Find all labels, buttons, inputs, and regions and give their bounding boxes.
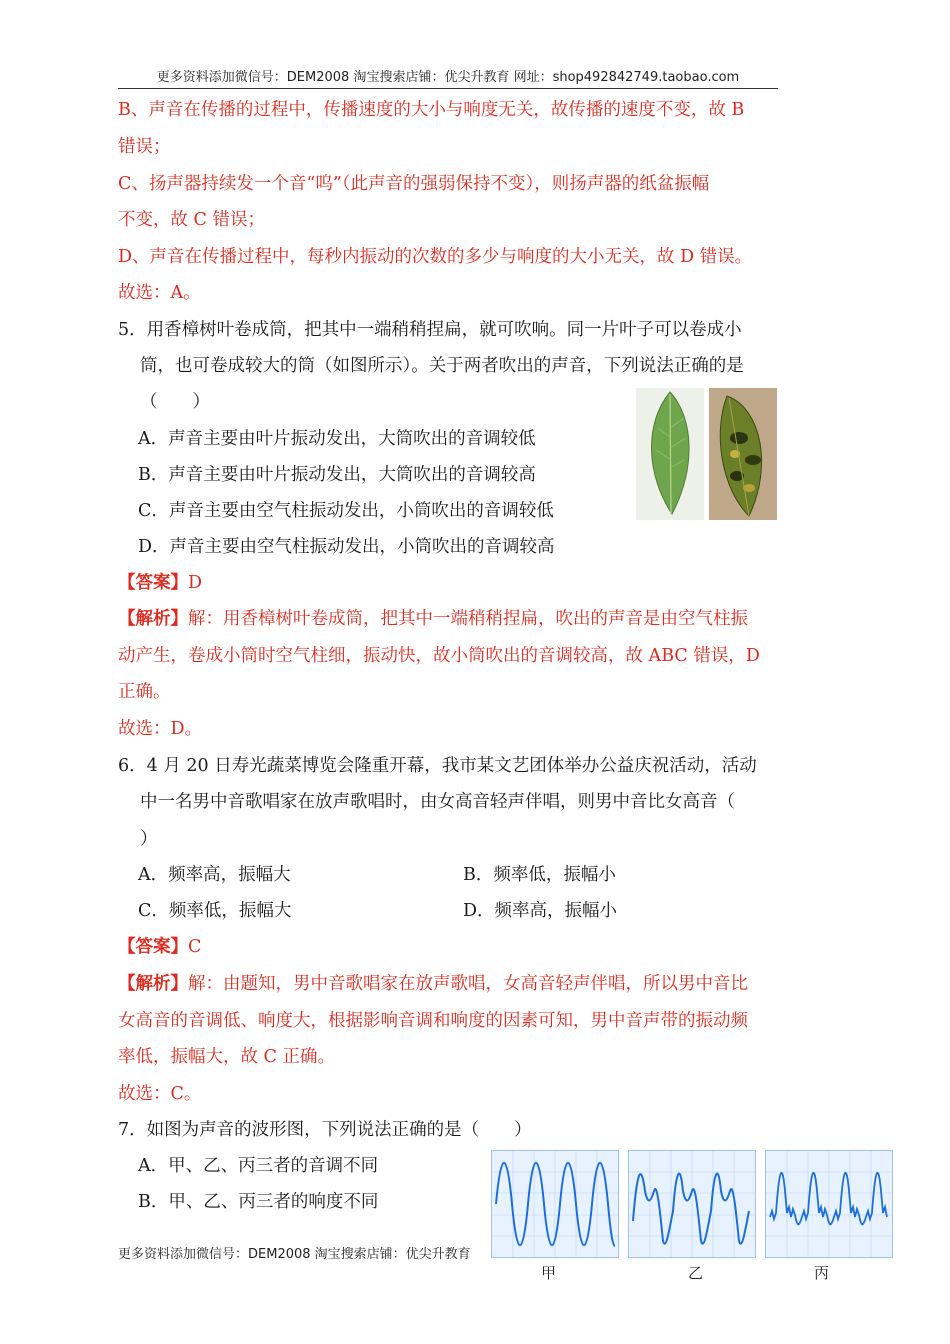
q5-option-c: C．声音主要由空气柱振动发出，小筒吹出的音调较低 xyxy=(138,501,554,521)
q6-analysis-line1 xyxy=(118,972,748,996)
q6-choose: 故选：C。 xyxy=(118,1084,202,1104)
q6-analysis-text1: 解：由题知，男中音歌唱家在放声歌唱，女高音轻声伴唱，所以男中音比 xyxy=(188,974,748,994)
q6-stem-line1: 6．4 月 20 日寿光蔬菜博览会隆重开幕，我市某文艺团体举办公益庆祝活动，活动 xyxy=(118,756,757,776)
q5-answer-label: 【答案】 xyxy=(118,573,188,593)
q6-option-a: A．频率高，振幅大 xyxy=(138,865,291,885)
q6-option-d: D．频率高，振幅小 xyxy=(463,901,618,921)
green-leaf-image xyxy=(636,388,704,520)
q5-paren: （ ） xyxy=(140,392,210,412)
wave-label-bing: 丙 xyxy=(814,1264,830,1282)
q6-answer-label: 【答案】 xyxy=(118,937,188,957)
q4-option-d-line: D、声音在传播过程中，每秒内振动的次数的多少与响度的大小无关，故 D 错误。 xyxy=(118,247,753,267)
q5-analysis-text1: 解：用香樟树叶卷成筒，把其中一端稍稍捏扁，吹出的声音是由空气柱振 xyxy=(188,609,748,629)
q4-option-b-line2: 错误； xyxy=(118,137,171,157)
waveform-jia xyxy=(491,1150,619,1258)
q5-option-a: A．声音主要由叶片振动发出，大筒吹出的音调较低 xyxy=(138,429,536,449)
waveform-bing xyxy=(765,1150,893,1258)
q7-option-b: B．甲、乙、丙三者的响度不同 xyxy=(138,1192,379,1212)
q5-analysis-label: 【解析】 xyxy=(118,609,188,629)
q5-answer xyxy=(118,571,202,595)
q6-analysis-line2: 女高音的音调低、响度大，根据影响音调和响度的因素可知，男中音声带的振动频 xyxy=(118,1011,748,1031)
wave-label-yi: 乙 xyxy=(688,1264,704,1282)
page-header: 更多资料添加微信号：DEM2008 淘宝搜索店铺：优尖升教育 网址：shop492842749.taobao.com xyxy=(156,70,740,85)
q6-analysis-line3: 率低，振幅大，故 C 正确。 xyxy=(118,1047,336,1067)
q6-answer xyxy=(118,935,201,959)
q5-analysis-line1 xyxy=(118,607,748,631)
spotted-leaf-image xyxy=(709,388,777,520)
q4-option-c-line1: C、扬声器持续发一个音“呜”（此声音的强弱保持不变），则扬声器的纸盆振幅 xyxy=(118,174,710,194)
q6-option-c: C．频率低，振幅大 xyxy=(138,901,292,921)
q4-option-c-line2: 不变，故 C 错误； xyxy=(118,210,266,230)
header-divider xyxy=(118,88,778,89)
q7-stem: 7．如图为声音的波形图，下列说法正确的是（ ） xyxy=(118,1120,532,1140)
q6-stem-line2: 中一名男中音歌唱家在放声歌唱时，由女高音轻声伴唱，则男中音比女高音（ xyxy=(140,792,735,812)
q5-stem-line1: 5．用香樟树叶卷成筒，把其中一端稍稍捏扁，就可吹响。同一片叶子可以卷成小 xyxy=(118,320,742,340)
q5-answer-value: D xyxy=(188,573,203,593)
q4-option-b-line1: B、声音在传播的过程中，传播速度的大小与响度无关，故传播的速度不变，故 B xyxy=(118,100,745,120)
page-footer: 更多资料添加微信号：DEM2008 淘宝搜索店铺：优尖升教育 xyxy=(118,1247,471,1262)
wave-label-jia: 甲 xyxy=(541,1264,557,1282)
q6-analysis-label: 【解析】 xyxy=(118,974,188,994)
q5-analysis-line3: 正确。 xyxy=(118,682,171,702)
waveform-yi xyxy=(628,1150,756,1258)
q7-option-a: A．甲、乙、丙三者的音调不同 xyxy=(138,1156,379,1176)
q5-option-b: B．声音主要由叶片振动发出，大筒吹出的音调较高 xyxy=(138,465,536,485)
q5-choose: 故选：D。 xyxy=(118,719,203,739)
q6-stem-line3: ） xyxy=(140,829,158,849)
q5-option-d: D．声音主要由空气柱振动发出，小筒吹出的音调较高 xyxy=(138,537,555,557)
q6-option-b: B．频率低，振幅小 xyxy=(463,865,616,885)
q5-stem-line2: 筒，也可卷成较大的筒（如图所示）。关于两者吹出的声音，下列说法正确的是 xyxy=(140,356,744,376)
q5-analysis-line2: 动产生，卷成小筒时空气柱细，振动快，故小筒吹出的音调较高，故 ABC 错误，D xyxy=(118,646,760,666)
q6-answer-value: C xyxy=(188,937,202,957)
q4-choose: 故选：A。 xyxy=(118,283,201,303)
